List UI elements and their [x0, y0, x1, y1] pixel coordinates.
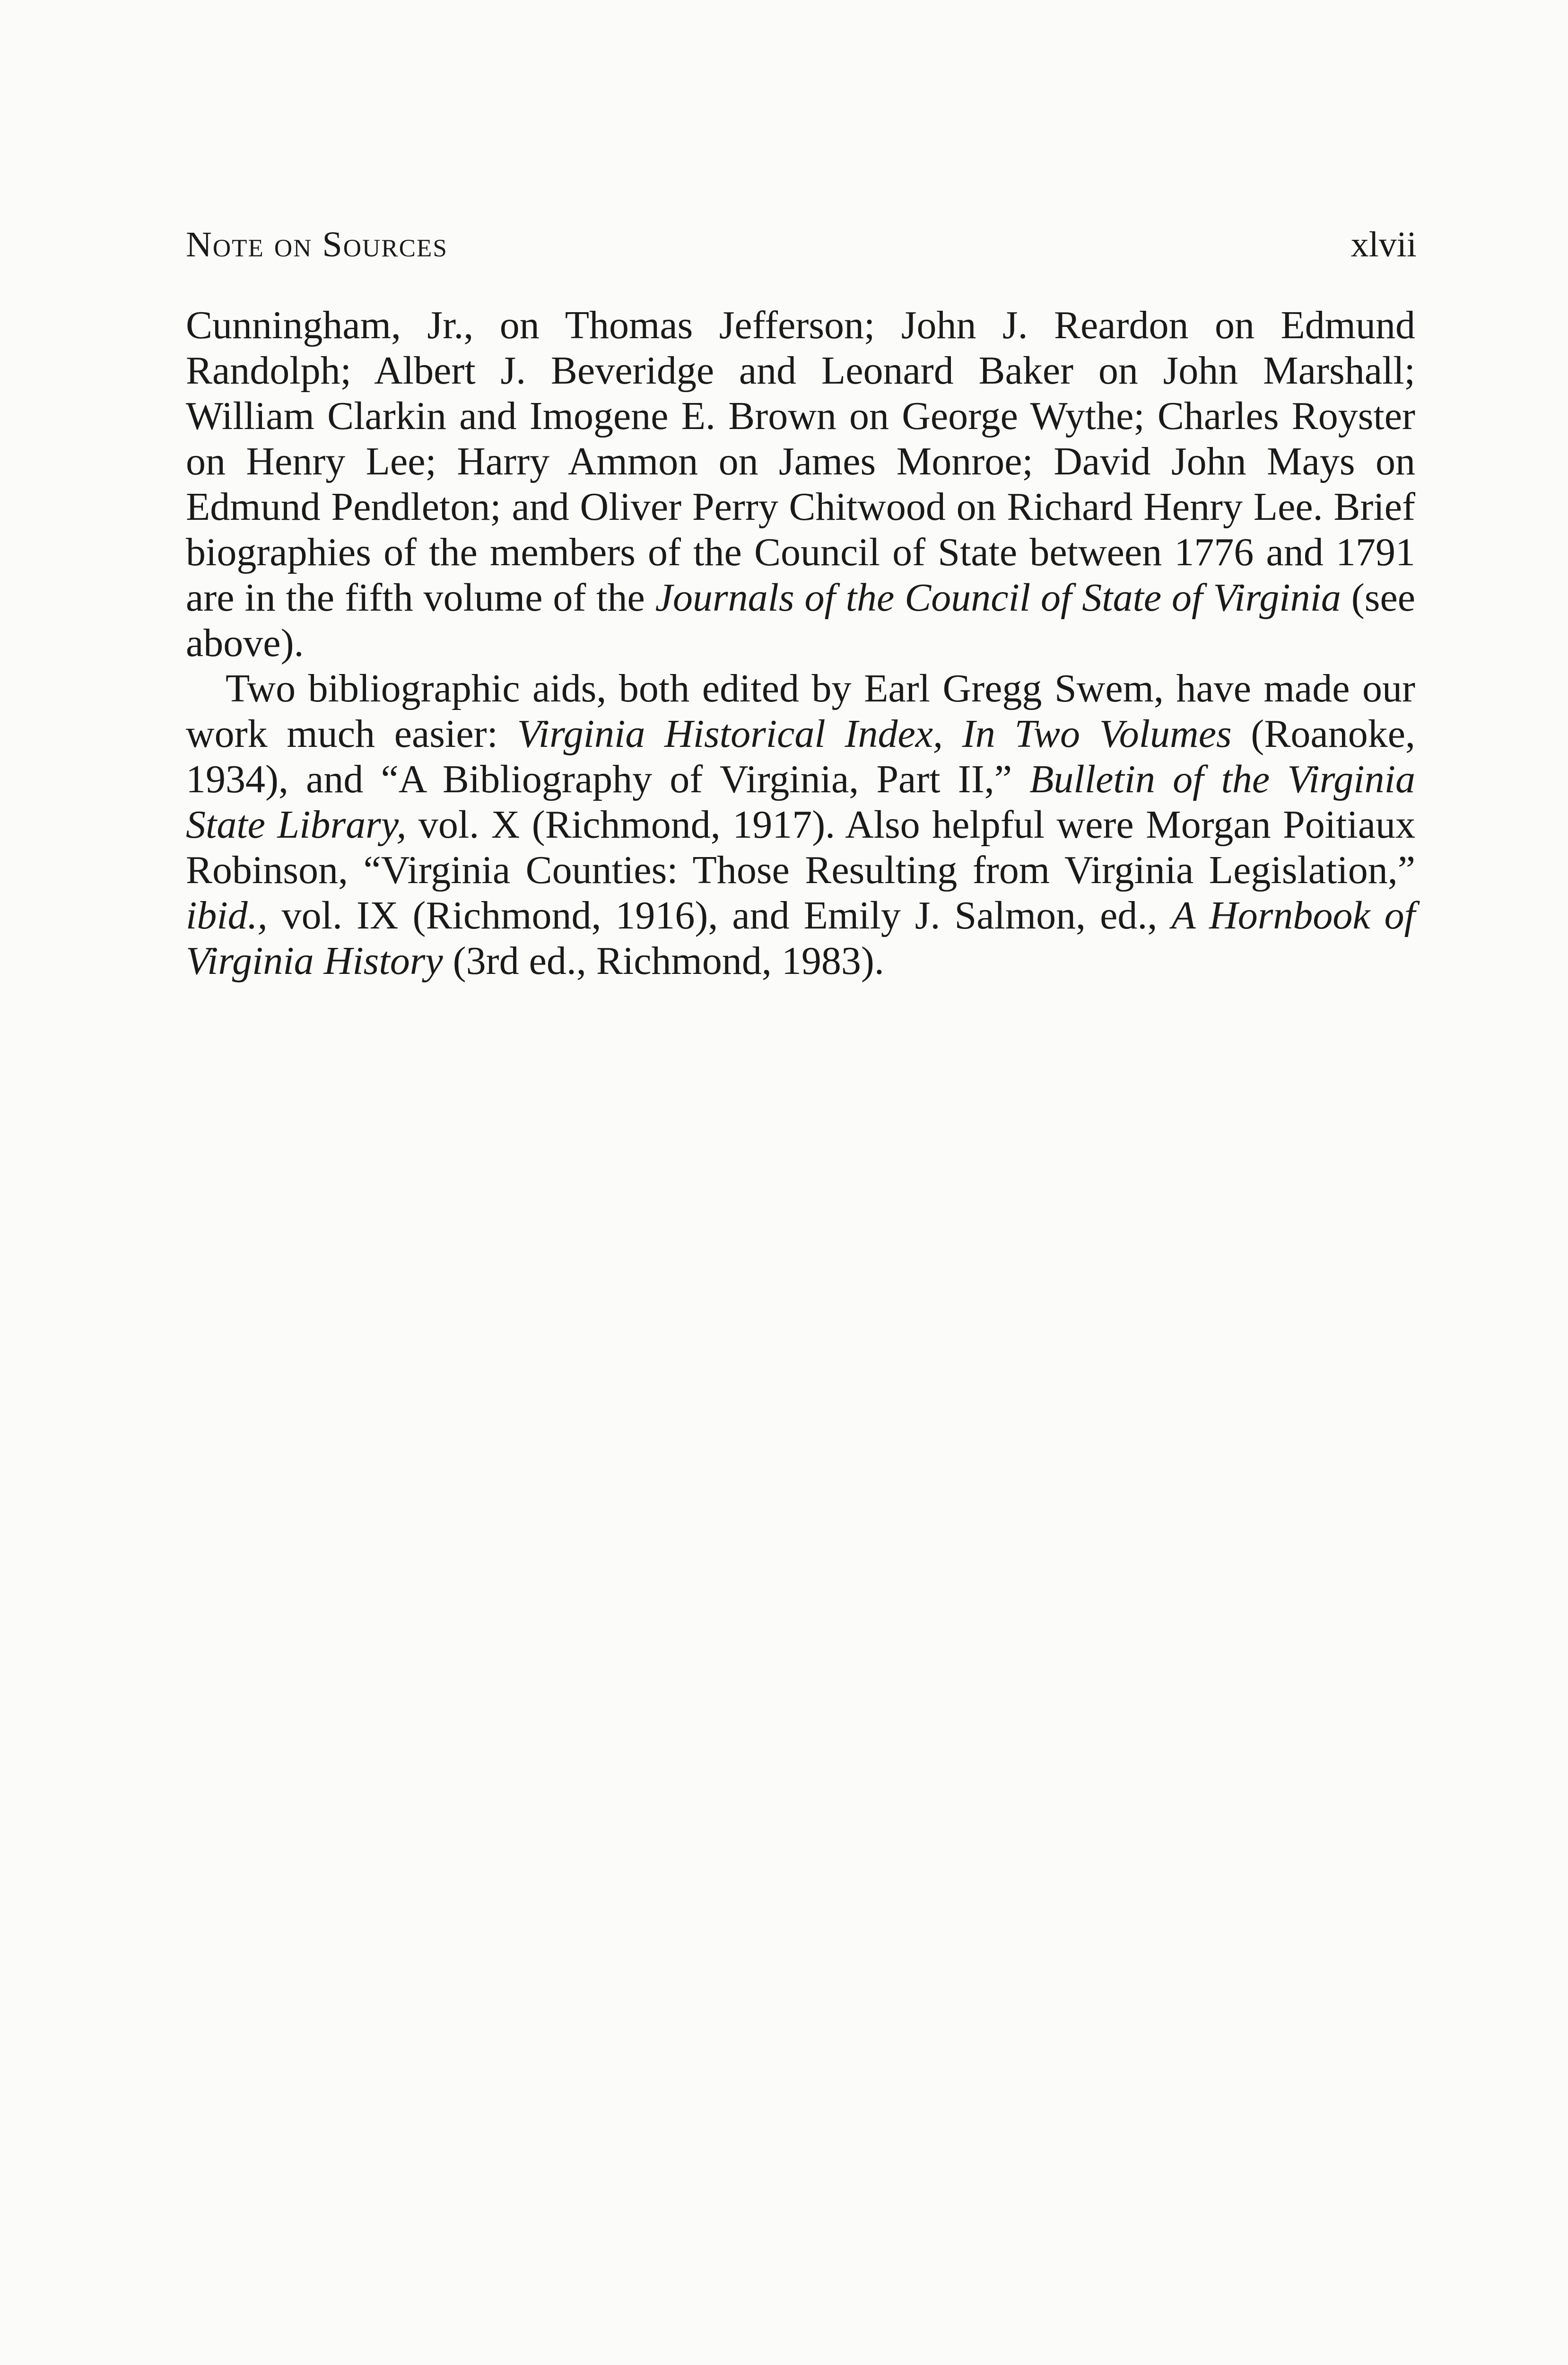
text-run: (3rd ed., Richmond, 1983).: [443, 939, 884, 983]
text-run: (see above).: [186, 576, 1416, 665]
text-run: Cunningham, Jr., on Thomas Jefferson; John J. Reardon on Edmund Randolph; Albert J. Beveridge and Leonard Baker on John Marshall; William Clarkin and Imogene E. Brown on George Wythe; Charles Royster on Henry Lee; Harry Ammon on James Monroe; David John Mays on Edmund Pendleton; and Oliver Perry Chitwood on Richard Henry Lee. Brief biographies of the members of the Council of State between 1776 and 1791 are in the fifth volume of the: [186, 303, 1415, 620]
paragraph-bibliographic-aids: [186, 666, 1415, 984]
italic-title: Journals of the Council of State of Virginia: [655, 576, 1341, 620]
running-head: [186, 219, 1417, 271]
body-text: [186, 303, 1415, 984]
italic-title: Virginia Historical Index, In Two Volumes: [517, 712, 1232, 756]
italic-title: Bulletin of the Virginia State Library,: [186, 757, 1415, 847]
page-number: xlvii: [1350, 225, 1417, 264]
text-run: (Roanoke, 1934), and “A Bibliography of Virginia, Part II,”: [186, 712, 1415, 801]
running-head-title: Note on Sources: [186, 225, 448, 264]
text-run: Two bibliographic aids, both edited by Earl Gregg Swem, have made our work much easier:: [186, 666, 1415, 756]
text-run: vol. X (Richmond, 1917). Also helpful were Morgan Poitiaux Robinson, “Virginia Counties: Those Resulting from Virginia Legislation,”: [186, 803, 1415, 892]
italic-title: ibid.,: [186, 893, 268, 937]
italic-title: A Hornbook of Virginia History: [186, 893, 1415, 983]
paragraph-biographies: [186, 303, 1415, 666]
text-run: vol. IX (Richmond, 1916), and Emily J. Salmon, ed.,: [267, 893, 1172, 937]
